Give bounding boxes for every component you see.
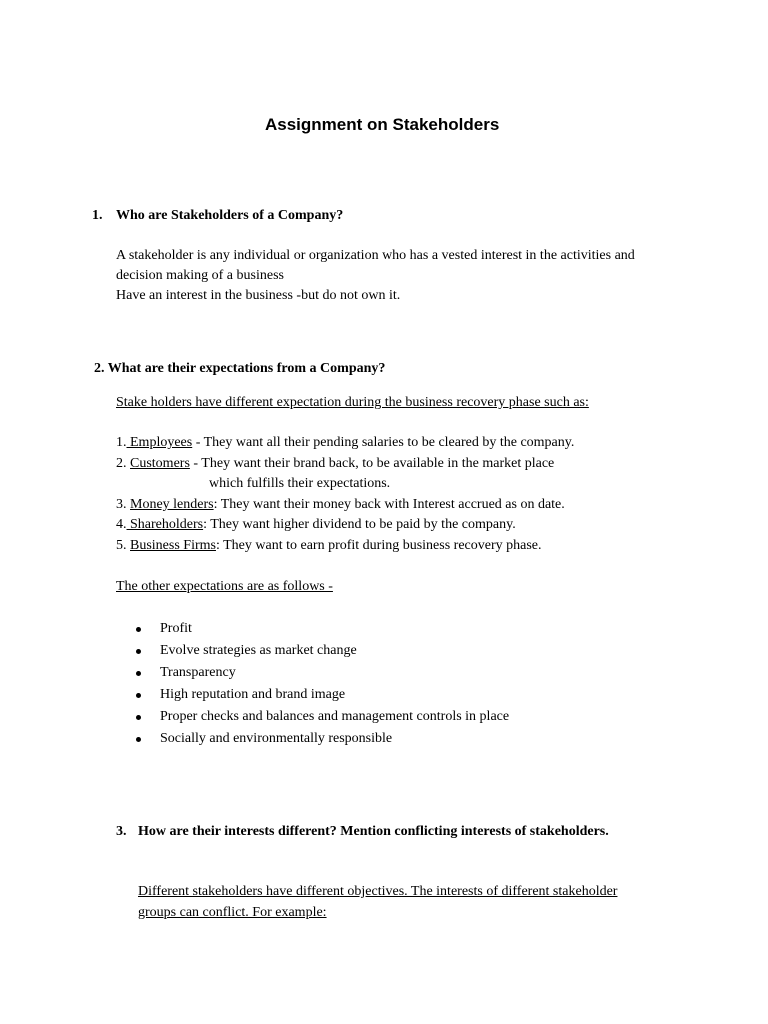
q1-paragraph-line-2: decision making of a business [116,268,284,283]
item-desc: : They want higher dividend to be paid by the company. [203,517,516,532]
expectation-item-1 [116,433,574,453]
item-number: 3. [116,497,130,512]
q1-paragraph-line-1: A stakeholder is any individual or organization who has a vested interest in the activities and [116,248,635,263]
item-number: 1. [116,435,127,450]
bullet-dot-icon [136,627,141,632]
q3-paragraph-line-1: Different stakeholders have different objectives. The interests of different stakeholder [138,884,618,899]
item-number: 2. [116,456,130,471]
bullet-dot-icon [136,715,141,720]
bullet-item: Socially and environmentally responsible [160,731,393,746]
q3-number: 3. [116,824,127,839]
expectation-item-5 [116,536,542,556]
q2-heading: 2. What are their expectations from a Company? [94,361,386,376]
item-term: Employees [126,435,193,450]
bullet-item: High reputation and brand image [160,687,346,702]
bullet-item: Profit [160,621,192,636]
q1-number: 1. [92,208,103,223]
item-number: 5. [116,538,130,553]
item-number: 4. [116,517,127,532]
q2-intro: Stake holders have different expectation during the business recovery phase such as: [116,395,589,410]
bullet-dot-icon [136,693,141,698]
bullet-dot-icon [136,737,141,742]
item-desc: : They want to earn profit during business recovery phase. [215,538,542,553]
item-desc: : They want their money back with Interest accrued as on date. [213,497,565,512]
page-title: Assignment on Stakeholders [265,115,500,134]
item-term: Shareholders [126,517,204,532]
expectation-item-4 [116,515,516,535]
bullet-item: Transparency [160,665,236,680]
item-desc: - They want their brand back, to be available in the market place [189,456,555,471]
q1-heading: Who are Stakeholders of a Company? [116,208,344,223]
item-term: Money lenders [130,497,214,512]
item-term: Customers [130,456,190,471]
bullet-dot-icon [136,671,141,676]
q3-paragraph-line-2: groups can conflict. For example: [138,905,327,920]
other-expectations-intro: The other expectations are as follows - [116,579,333,594]
bullet-item: Proper checks and balances and management controls in place [160,709,510,724]
expectation-item-3 [116,495,565,515]
expectation-item-2 [116,454,554,474]
q3-heading: How are their interests different? Mention conflicting interests of stakeholders. [138,824,609,839]
expectation-item-2-continuation: which fulfills their expectations. [209,476,391,491]
bullet-dot-icon [136,649,141,654]
item-term: Business Firms [130,538,216,553]
q1-paragraph-line-3: Have an interest in the business -but do not own it. [116,288,401,303]
item-desc: - They want all their pending salaries to be cleared by the company. [192,435,575,450]
bullet-item: Evolve strategies as market change [160,643,357,658]
